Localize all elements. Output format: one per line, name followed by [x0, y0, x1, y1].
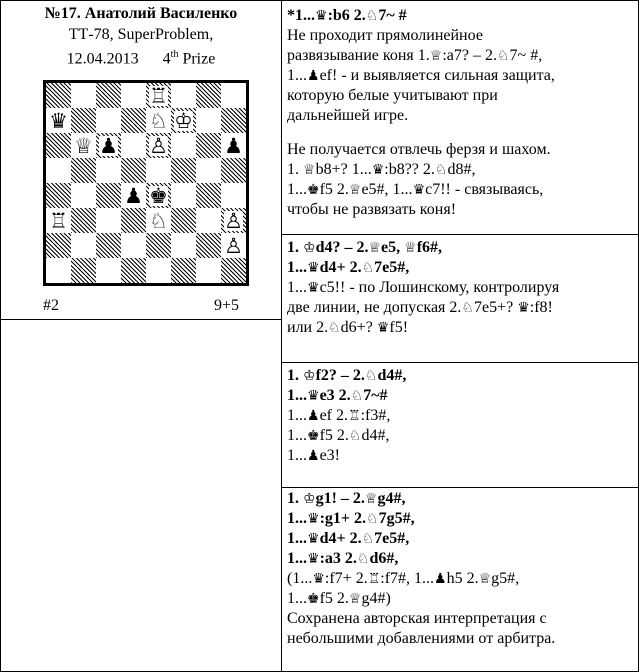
solution-line: дальнейшей игре.	[287, 107, 409, 124]
white-king-icon: ♔	[174, 108, 193, 133]
square-g6	[196, 133, 221, 158]
white-rook-icon: ♖	[149, 83, 168, 108]
square-a2	[46, 233, 71, 258]
square-a3	[46, 208, 71, 233]
square-a5	[46, 158, 71, 183]
square-b2	[71, 233, 96, 258]
square-d3	[121, 208, 146, 233]
square-b5	[71, 158, 96, 183]
square-c6	[96, 133, 121, 158]
stipulation: #2	[43, 297, 59, 314]
square-g3	[196, 208, 221, 233]
square-d6	[121, 133, 146, 158]
white-rook-icon: ♖	[49, 208, 68, 233]
solution-line: 1...♟e3!	[287, 447, 340, 464]
square-d5	[121, 158, 146, 183]
black-pawn-icon: ♟	[124, 183, 143, 208]
square-h6	[221, 133, 246, 158]
solution-line: (1...♛:f7+ 2.♖:f7#, 1...♟h5 2.♕g5#,	[287, 570, 520, 587]
white-pawn-icon: ♙	[149, 133, 168, 158]
solution-line: 1...♛d4+ 2.♘7e5#,	[287, 530, 410, 547]
square-g8	[196, 83, 221, 108]
solution-line: 1...♛:g1+ 2.♘7g5#,	[287, 510, 415, 527]
solution-line: 1. ♔g1! – 2.♕g4#,	[287, 490, 406, 507]
square-c1	[96, 258, 121, 283]
black-king-icon: ♚	[149, 183, 168, 208]
square-b4	[71, 183, 96, 208]
square-a1	[46, 258, 71, 283]
problem-date-prize	[1, 45, 281, 69]
solution-line: Сохранена авторская интерпретация с	[287, 610, 547, 627]
square-f2	[171, 233, 196, 258]
solution-block-try-a7	[287, 6, 637, 126]
square-h4	[221, 183, 246, 208]
black-pawn-icon: ♟	[224, 133, 243, 158]
white-pawn-icon: ♙	[224, 208, 243, 233]
square-a8	[46, 83, 71, 108]
square-a4	[46, 183, 71, 208]
solution-block-key-kg1	[287, 489, 637, 649]
square-h1	[221, 258, 246, 283]
square-e2	[146, 233, 171, 258]
square-c3	[96, 208, 121, 233]
square-h7	[221, 108, 246, 133]
square-e6	[146, 133, 171, 158]
square-c2	[96, 233, 121, 258]
solution-line: развязывание коня 1.♕:a7? – 2.♘7~ #,	[287, 47, 543, 64]
square-f3	[171, 208, 196, 233]
diagram-cell	[1, 1, 281, 671]
black-queen-icon: ♛	[49, 108, 68, 133]
material-count: 9+5	[214, 297, 240, 314]
square-g7	[196, 108, 221, 133]
square-c5	[96, 158, 121, 183]
square-d4	[121, 183, 146, 208]
solution-line: 1...♟ef! - и выявляется сильная защита,	[287, 67, 555, 84]
solution-line: 1...♛:a3 2.♘d6#,	[287, 550, 399, 567]
square-f6	[171, 133, 196, 158]
square-f8	[171, 83, 196, 108]
square-c8	[96, 83, 121, 108]
solution-line: 1. ♕b8+? 1...♛:b8?? 2.♘d8#,	[287, 161, 476, 178]
square-e8	[146, 83, 171, 108]
solution-block-try-b8	[287, 140, 637, 220]
right-row-divider-3	[281, 487, 639, 488]
solution-block-try-kd4	[287, 238, 637, 338]
solution-line: Не получается отвлечь ферзя и шахом.	[287, 141, 551, 158]
square-g1	[196, 258, 221, 283]
chessboard	[46, 83, 246, 283]
solution-line: небольшими добавлениями от арбитра.	[287, 630, 556, 647]
solution-line: 1. ♔f2? – 2.♘d4#,	[287, 367, 407, 384]
square-b1	[71, 258, 96, 283]
square-e1	[146, 258, 171, 283]
chess-diagram	[43, 80, 249, 286]
square-d2	[121, 233, 146, 258]
solution-line: 1...♚f5 2.♕e5#, 1...♛c7!! - связываясь,	[287, 181, 544, 198]
square-f1	[171, 258, 196, 283]
solution-block-try-kf2	[287, 366, 637, 466]
white-knight-icon: ♘	[149, 208, 168, 233]
solution-line: чтобы не развязать коня!	[287, 201, 457, 218]
problem-title: №17. Анатолий Василенко	[44, 5, 238, 22]
square-e7	[146, 108, 171, 133]
solution-line: 1...♛e3 2.♘7~#	[287, 387, 388, 404]
square-h3	[221, 208, 246, 233]
solution-line: 1...♚f5 2.♘d4#,	[287, 427, 390, 444]
square-f5	[171, 158, 196, 183]
square-b7	[71, 108, 96, 133]
square-e3	[146, 208, 171, 233]
column-divider	[281, 0, 282, 672]
square-d1	[121, 258, 146, 283]
right-row-divider-2	[281, 362, 639, 363]
white-knight-icon: ♘	[149, 108, 168, 133]
square-h8	[221, 83, 246, 108]
prize-place: 4	[162, 50, 171, 68]
problem-source: ТТ-78, SuperProblem,	[68, 26, 214, 43]
solution-line: или 2.♘d6+? ♛f5!	[287, 319, 409, 336]
square-b8	[71, 83, 96, 108]
solution-line: которую белые учитывают при	[287, 87, 498, 104]
solution-line: 1...♛d4+ 2.♘7e5#,	[287, 259, 410, 276]
square-g5	[196, 158, 221, 183]
square-f4	[171, 183, 196, 208]
square-e4	[146, 183, 171, 208]
solution-line: две линии, не допуская 2.♘7e5+? ♛:f8!	[287, 299, 553, 316]
solution-line: 1...♛c5!! - по Лошинскому, контролируя	[287, 279, 560, 296]
solution-line: *1...♛:b6 2.♘7~ #	[287, 7, 407, 24]
square-a7	[46, 108, 71, 133]
square-b6	[71, 133, 96, 158]
solution-line: 1...♟ef 2.♖:f3#,	[287, 407, 391, 424]
square-a6	[46, 133, 71, 158]
black-pawn-icon: ♟	[99, 133, 118, 158]
right-row-divider-1	[281, 234, 639, 235]
solution-line: 1. ♔d4? – 2.♕e5, ♕f6#,	[287, 239, 443, 256]
prize-word: Prize	[182, 50, 216, 68]
square-d8	[121, 83, 146, 108]
square-h5	[221, 158, 246, 183]
square-g4	[196, 183, 221, 208]
solution-line: Не проходит прямолинейное	[287, 27, 483, 44]
square-b3	[71, 208, 96, 233]
square-g2	[196, 233, 221, 258]
solution-line: 1...♚f5 2.♕g4#)	[287, 590, 391, 607]
square-e5	[146, 158, 171, 183]
white-pawn-icon: ♙	[224, 233, 243, 258]
white-queen-icon: ♕	[74, 133, 93, 158]
square-c7	[96, 108, 121, 133]
prize-suffix: th	[170, 49, 179, 60]
square-h2	[221, 233, 246, 258]
square-d7	[121, 108, 146, 133]
square-c4	[96, 183, 121, 208]
square-f7	[171, 108, 196, 133]
problem-date: 12.04.2013	[66, 50, 139, 68]
